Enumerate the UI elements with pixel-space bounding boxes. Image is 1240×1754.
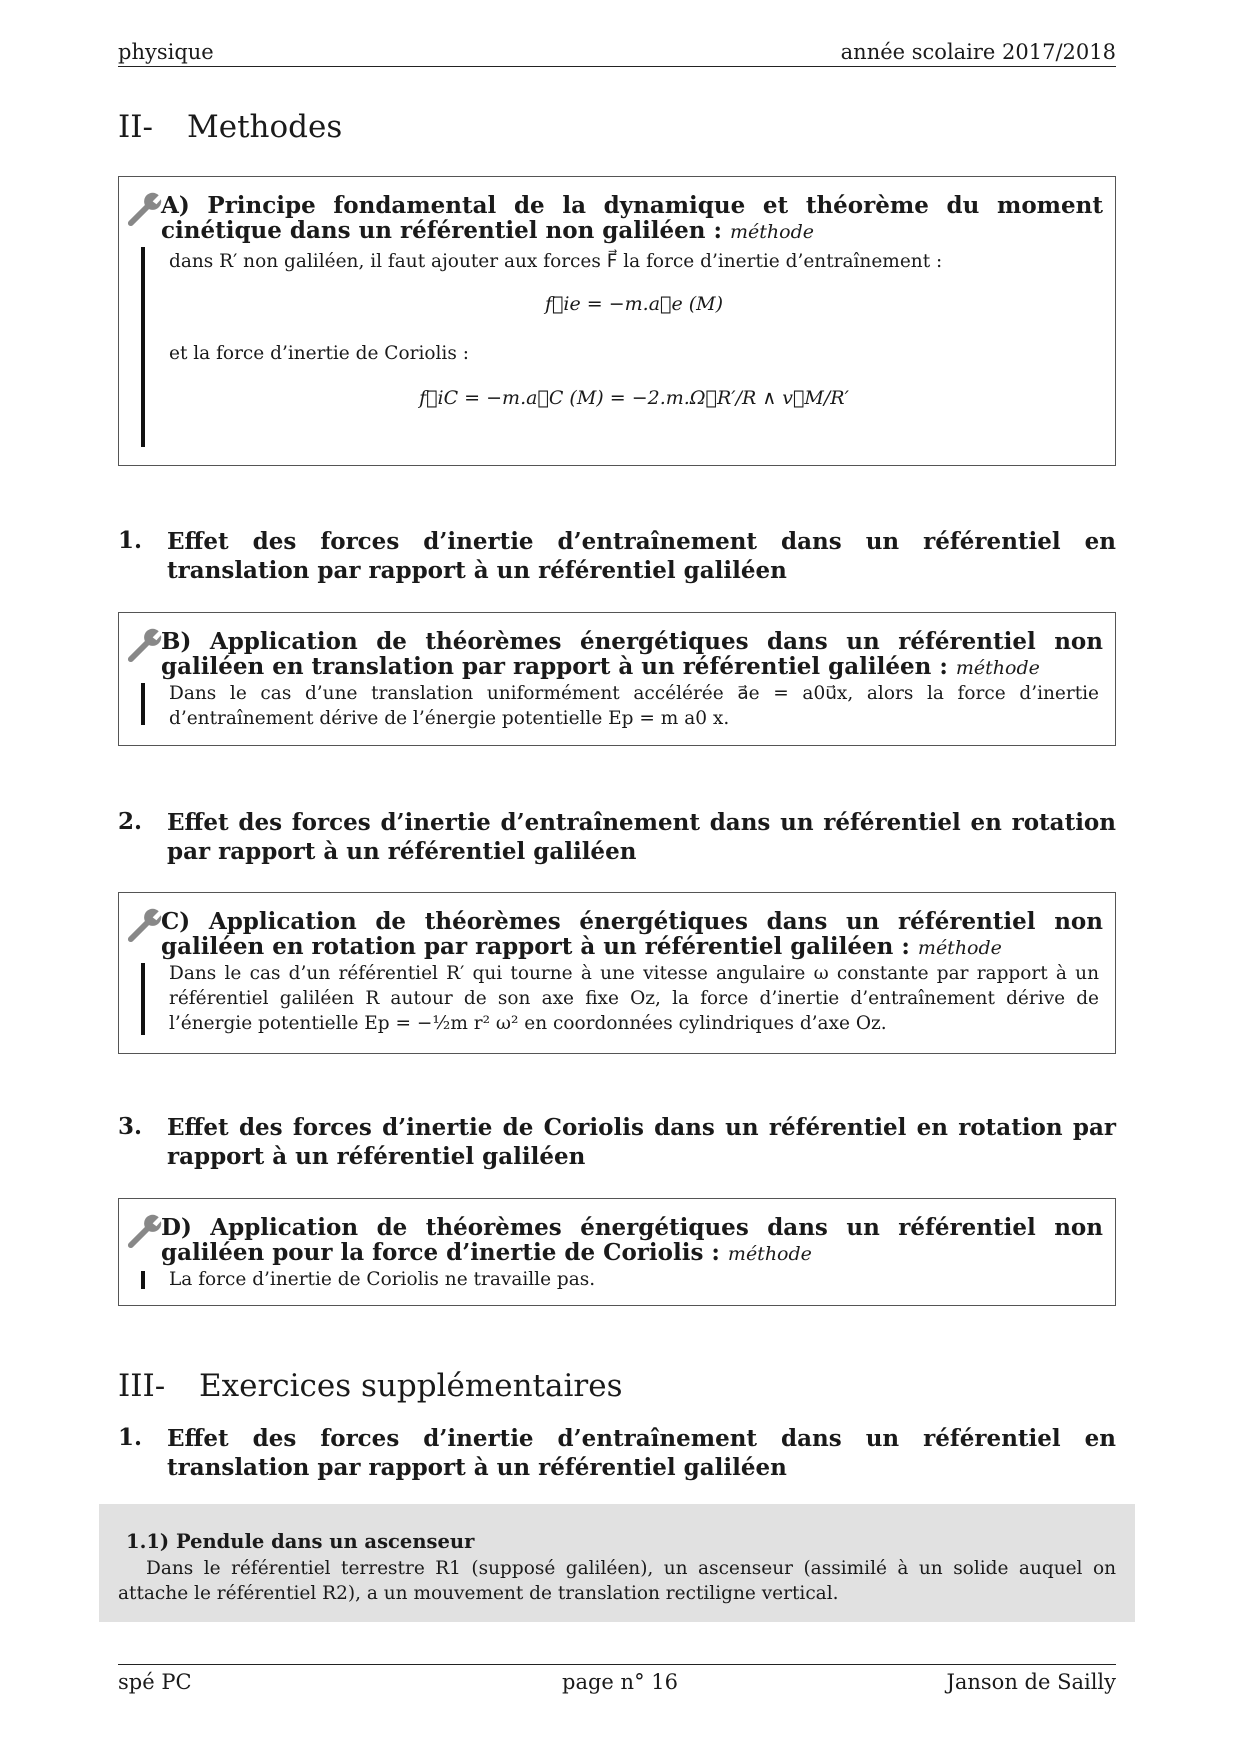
subsection-1-number: 1. bbox=[118, 527, 143, 554]
method-c-tag: méthode bbox=[917, 937, 1002, 959]
header-right: année scolaire 2017/2018 bbox=[840, 40, 1116, 64]
method-a-tag: méthode bbox=[730, 221, 814, 243]
footer-page-number: page n° 16 bbox=[562, 1670, 678, 1694]
wrench-icon bbox=[127, 625, 165, 663]
method-b-text: Dans le cas d’une translation uniformément accélérée a⃗e = a0u⃗x, alors la force d’inertie d’entraînement dérive de l’énergie potentielle Ep = m a0 x. bbox=[169, 683, 1099, 729]
header-left: physique bbox=[118, 40, 214, 64]
method-b-bar bbox=[141, 683, 145, 725]
method-box-b bbox=[118, 612, 1116, 746]
subsection-3-title: Effet des forces d’inertie de Coriolis dans un référentiel en rotation par rapport à un référentiel galiléen bbox=[167, 1114, 1116, 1170]
method-c-text: Dans le cas d’un référentiel R′ qui tourne à une vitesse angulaire ω constante par rapport à un référentiel galiléen R autour de son axe fixe Oz, la force d’inertie d’entraînement dérive de l’énergie potentielle Ep = −½m r² ω² en coordonnées cylindriques d’axe Oz. bbox=[169, 963, 1099, 1034]
method-box-a bbox=[118, 176, 1116, 466]
method-d-title-text: D) Application de théorèmes énergétiques dans un référentiel non galiléen pour la force d’inertie de Coriolis : bbox=[161, 1214, 1103, 1266]
section-3-number: III- bbox=[118, 1368, 166, 1404]
wrench-icon bbox=[127, 905, 165, 943]
subsection-3-number: 3. bbox=[118, 1113, 143, 1140]
method-c-title-text: C) Application de théorèmes énergétiques dans un référentiel non galiléen en rotation par rapport à un référentiel galiléen : bbox=[161, 908, 1103, 960]
footer-rule bbox=[118, 1664, 1116, 1665]
method-c-bar bbox=[141, 963, 145, 1035]
method-a-bar bbox=[141, 247, 145, 447]
exercise-text: Dans le référentiel terrestre R1 (supposé galiléen), un ascenseur (assimilé à un solide auquel on attache le référentiel R2), a un mouvement de translation rectiligne vertical. bbox=[118, 1558, 1116, 1604]
method-a-text2: et la force d’inertie de Coriolis : bbox=[169, 343, 469, 364]
method-d-tag: méthode bbox=[727, 1243, 812, 1265]
method-d-text: La force d’inertie de Coriolis ne travaille pas. bbox=[169, 1269, 596, 1290]
method-a-title bbox=[161, 193, 1103, 245]
section-2-title: Methodes bbox=[187, 109, 343, 145]
method-b-title-text: B) Application de théorèmes énergétiques dans un référentiel non galiléen en translation par rapport à un référentiel galiléen : bbox=[161, 628, 1103, 680]
method-c-title bbox=[161, 909, 1103, 961]
subsection-2-title: Effet des forces d’inertie d’entraînement dans un référentiel en rotation par rapport à un référentiel galiléen bbox=[167, 809, 1116, 865]
footer-right: Janson de Sailly bbox=[946, 1670, 1116, 1694]
subsection-1-title: Effet des forces d’inertie d’entraînement dans un référentiel en translation par rapport à un référentiel galiléen bbox=[167, 528, 1116, 584]
subsection-4-number: 1. bbox=[118, 1424, 143, 1451]
method-box-d bbox=[118, 1198, 1116, 1306]
method-box-c bbox=[118, 892, 1116, 1054]
method-d-bar bbox=[141, 1271, 145, 1289]
wrench-icon bbox=[127, 1211, 165, 1249]
subsection-4-title: Effet des forces d’inertie d’entraînement dans un référentiel en translation par rapport à un référentiel galiléen bbox=[167, 1425, 1116, 1481]
method-a-eq2: f⃗iC = −m.a⃗C (M) = −2.m.Ω⃗R′/R ∧ v⃗M/R′ bbox=[419, 387, 849, 409]
section-2-number: II- bbox=[118, 109, 153, 145]
header-rule bbox=[118, 66, 1116, 67]
footer-left: spé PC bbox=[118, 1670, 192, 1694]
exercise-box bbox=[99, 1504, 1135, 1622]
wrench-icon bbox=[127, 189, 165, 227]
method-a-title-text: A) Principe fondamental de la dynamique et théorème du moment cinétique dans un référentiel non galiléen : bbox=[161, 192, 1103, 244]
method-a-eq1: f⃗ie = −m.a⃗e (M) bbox=[544, 293, 724, 315]
method-a-text1: dans R′ non galiléen, il faut ajouter aux forces F⃗ la force d’inertie d’entraînement : bbox=[169, 251, 943, 272]
method-b-title bbox=[161, 629, 1103, 681]
method-d-title bbox=[161, 1215, 1103, 1267]
section-3-title: Exercices supplémentaires bbox=[199, 1368, 623, 1404]
exercise-title: 1.1) Pendule dans un ascenseur bbox=[126, 1530, 475, 1553]
subsection-2-number: 2. bbox=[118, 808, 143, 835]
method-b-tag: méthode bbox=[955, 657, 1040, 679]
